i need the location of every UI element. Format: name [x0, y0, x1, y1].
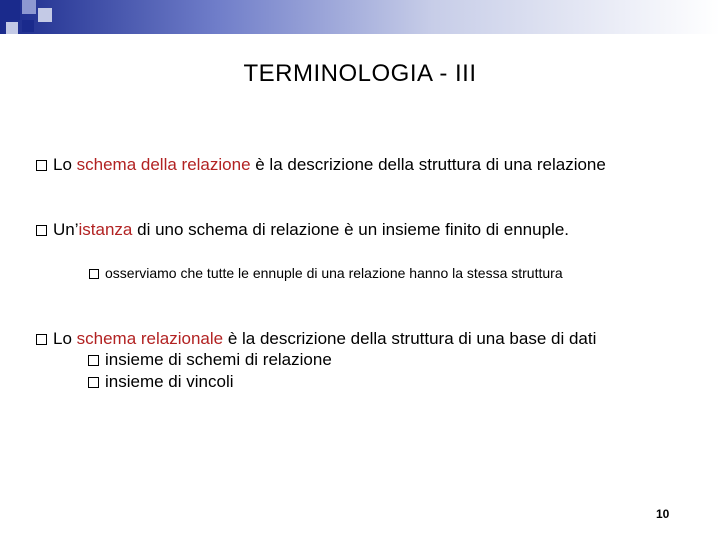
- bullet-text-pre: Un’: [53, 220, 79, 239]
- bullet-text-post: di uno schema di relazione è un insieme finito di ennuple.: [132, 220, 569, 239]
- sub-bullet-ennuple: [89, 264, 563, 282]
- bullet-schema-relazionale: [36, 328, 596, 350]
- checkbox-bullet-icon: [88, 377, 99, 388]
- bullet-text-pre: Lo: [53, 329, 77, 348]
- sub-bullet-text: osserviamo che tutte le ennuple di una relazione hanno la stessa struttura: [105, 265, 563, 281]
- header-gradient-bar: [0, 0, 720, 34]
- checkbox-bullet-icon: [36, 334, 47, 345]
- sub-bullet-vincoli: [88, 371, 234, 393]
- sub-bullet-schemi: [88, 349, 332, 371]
- term-istanza: istanza: [78, 220, 133, 239]
- bullet-schema-relazione: [36, 154, 688, 176]
- checkbox-bullet-icon: [36, 225, 47, 236]
- sub-bullet-text: insieme di vincoli: [105, 372, 234, 391]
- sub-bullet-text: insieme di schemi di relazione: [105, 350, 332, 369]
- term-schema-relazionale: schema relazionale: [76, 329, 224, 348]
- bullet-istanza: [36, 219, 569, 241]
- checkbox-bullet-icon: [89, 269, 99, 279]
- bullet-text-pre: Lo: [53, 155, 77, 174]
- checkbox-bullet-icon: [36, 160, 47, 171]
- bullet-text-post: è la descrizione della struttura di una relazione: [250, 155, 606, 174]
- slide-title: TERMINOLOGIA - III: [243, 60, 477, 87]
- bullet-text-post: è la descrizione della struttura di una base di dati: [223, 329, 597, 348]
- checkbox-bullet-icon: [88, 355, 99, 366]
- decorative-squares: [0, 0, 60, 50]
- page-number: 10: [656, 507, 670, 521]
- term-schema-della-relazione: schema della relazione: [76, 155, 251, 174]
